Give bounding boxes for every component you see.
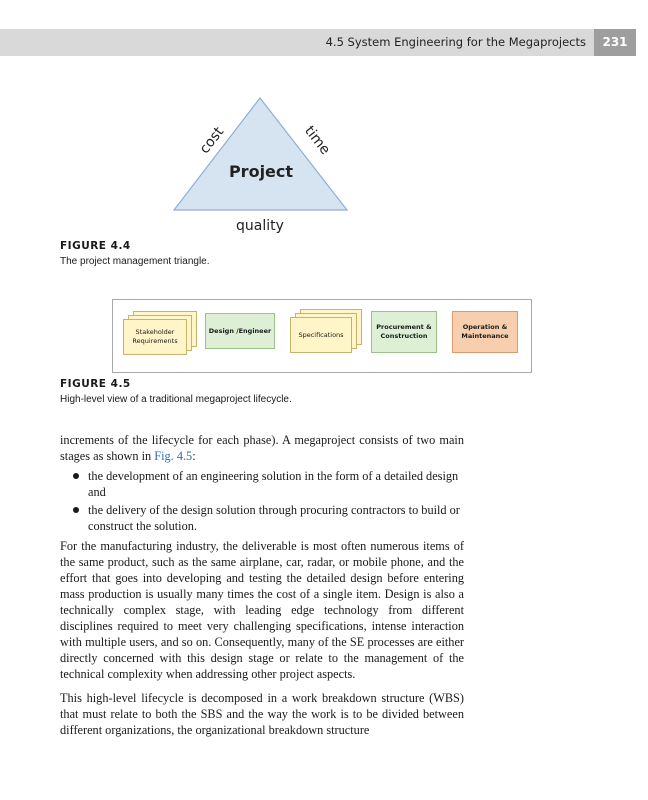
paragraph-text: For the manufacturing industry, the deliverable is most often numerous items of the same product, such as the same airplane, car, radar, or mobile phone, and the effort that goes into developing and testing the detailed design before entering mass production is usually many times the cost of a single item. Design is also a technically complex stage, with leading edge technology from different disciplines required to meet very challenging specifications, intense interaction with multiple users, and so on. Consequently, many of the SE processes are either directly concerned with this design stage or relate to the management of the technical complexity when addressing other project aspects. [60,539,464,681]
triangle-side-time: time [301,123,334,158]
list-item [60,468,464,500]
paragraph-manufacturing [60,538,464,682]
triangle-center-label: Project [228,162,294,181]
figure-4-5-caption: High-level view of a traditional megaproject lifecycle. [60,394,292,405]
bullet-icon [73,473,79,479]
stage-procurement-construction: Procurement & Construction [371,311,437,353]
bullet-list [60,468,464,536]
lifecycle-figure [112,299,532,373]
figure-4-4-label: FIGURE 4.4 [60,240,131,252]
triangle-side-quality: quality [236,218,284,234]
bullet-icon [73,507,79,513]
page-number: 231 [594,29,636,56]
bullet-text: the delivery of the design solution through procuring contractors to build or construct the solution. [88,503,460,533]
list-item [60,502,464,534]
figure-link[interactable]: Fig. 4.5 [154,449,193,463]
triangle-side-cost: cost [196,124,228,157]
intro-paragraph [60,432,464,464]
bullet-text: the development of an engineering solution in the form of a detailed design and [88,469,459,499]
stage-stakeholder-requirements: Stakeholder Requirements [123,319,187,355]
stage-design-engineer: Design /Engineer [205,313,275,349]
stage-operation-maintenance: Operation & Maintenance [452,311,518,353]
paragraph-lifecycle [60,690,464,738]
intro-text: increments of the lifecycle for each phase). A megaproject consists of two main stages as shown in [60,433,464,463]
running-title: 4.5 System Engineering for the Megaprojects [325,35,586,49]
running-header [0,29,594,56]
stage-specifications: Specifications [290,317,352,353]
figure-4-5-label: FIGURE 4.5 [60,378,131,390]
figure-4-4-caption: The project management triangle. [60,256,210,267]
paragraph-text: This high-level lifecycle is decomposed in a work breakdown structure (WBS) that must relate to both the SBS and the way the work is to be divided between different organizations, the organizational breakdown structure [60,691,464,737]
project-triangle-figure [150,90,370,240]
intro-text-end: : [192,449,196,463]
